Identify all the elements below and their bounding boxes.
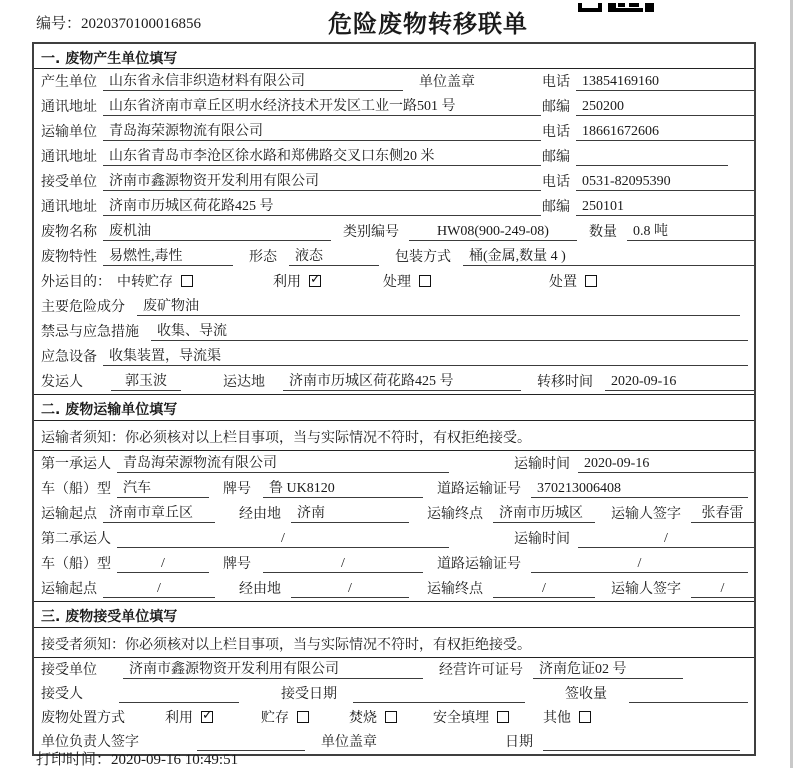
utilize-checkbox [309, 275, 321, 287]
sign1-value: 张春雷 [691, 505, 754, 523]
disposal-option-other [543, 707, 591, 727]
outbound-purpose-row [34, 269, 754, 294]
purpose-utilize-label: 利用 [273, 275, 301, 290]
origin2-label: 运输起点 [41, 582, 97, 597]
shipper-value: 郭玉波 [111, 373, 181, 391]
producer-row [34, 69, 754, 94]
end2-value: / [493, 580, 595, 598]
section3-header: 三. 废物接受单位填写 [34, 601, 754, 628]
taboo-measures-row [34, 319, 754, 344]
shipper-label: 发运人 [41, 375, 83, 390]
received-qty-value [629, 702, 748, 703]
receiver-address-value: 济南市历城区荷花路425 号 [103, 198, 541, 216]
purpose-option-dispose [549, 271, 597, 291]
purpose-dispose-label: 处置 [549, 275, 577, 290]
equipment-value: 收集装置，导流渠 [103, 348, 748, 366]
category-label: 类别编号 [343, 225, 399, 240]
page-edge-divider [790, 0, 793, 768]
receive-date-value [353, 702, 525, 703]
print-time-value: 2020-09-16 10:49:51 [111, 752, 239, 768]
address-label: 通讯地址 [41, 100, 97, 115]
disposal-method-row [34, 706, 754, 730]
vehicle2-value: / [117, 555, 209, 573]
accepting-unit-row [34, 658, 754, 682]
disposal-option-landfill [433, 707, 509, 727]
via2-value: / [291, 580, 409, 598]
route1-row [34, 501, 754, 526]
address-label: 通讯地址 [41, 200, 97, 215]
waste-characteristics-row [34, 244, 754, 269]
hazard-label: 主要危险成分 [41, 300, 125, 315]
seal-label: 单位盖章 [419, 75, 475, 90]
producer-zip-value: 250200 [576, 98, 754, 116]
producer-label: 产生单位 [41, 75, 97, 90]
producer-zip-label: 邮编 [542, 100, 570, 115]
producer-phone-label: 电话 [542, 75, 570, 90]
plate1-label: 牌号 [223, 482, 251, 497]
hazard-components-row [34, 294, 754, 319]
transporter-notice: 运输者须知：你必须核对以上栏目事项，当与实际情况不符时，有权拒绝接受。 [34, 421, 754, 451]
section2-header: 二. 废物运输单位填写 [34, 394, 754, 421]
receiver-value: 济南市鑫源物资开发利用有限公司 [103, 173, 541, 191]
road-permit2-value: / [531, 555, 748, 573]
road-permit2-label: 道路运输证号 [437, 557, 521, 572]
transporter-phone-label: 电话 [542, 125, 570, 140]
second-carrier-row [34, 526, 754, 551]
disposal-label: 废物处置方式 [41, 711, 125, 726]
transporter-address-value: 山东省青岛市李沧区徐水路和郑佛路交叉口东侧20 米 [103, 148, 541, 166]
purpose-transfer-storage-label: 中转贮存 [117, 275, 173, 290]
sign2-label: 运输人签字 [611, 582, 681, 597]
equipment-label: 应急设备 [41, 350, 97, 365]
disposal-other-checkbox [579, 711, 591, 723]
transfer-time-label: 转移时间 [537, 375, 593, 390]
receiver-label: 接受单位 [41, 175, 97, 190]
waste-name-label: 废物名称 [41, 225, 97, 240]
waste-name-row [34, 219, 754, 244]
disposal-incinerate-label: 焚烧 [349, 711, 377, 726]
transport-time1-value: 2020-09-16 [578, 455, 754, 473]
disposal-option-utilize [165, 707, 213, 727]
plate1-value: 鲁 UK8120 [263, 480, 423, 498]
taboo-label: 禁忌与应急措施 [41, 325, 139, 340]
receiver-zip-label: 邮编 [542, 200, 570, 215]
transport-time1-label: 运输时间 [514, 457, 570, 472]
category-code-value: HW08(900-249-08) [409, 223, 577, 241]
disposal-landfill-label: 安全填埋 [433, 711, 489, 726]
receiver-notice: 接受者须知：你必须核对以上栏目事项，当与实际情况不符时，有权拒绝接受。 [34, 628, 754, 658]
receive-date-label: 接受日期 [281, 687, 337, 702]
taboo-value: 收集、导流 [151, 323, 748, 341]
treat-checkbox [419, 275, 431, 287]
characteristics-value: 易燃性,毒性 [103, 248, 233, 266]
receiver-phone-value: 0531-82095390 [576, 173, 754, 191]
transfer-storage-checkbox [181, 275, 193, 287]
end1-label: 运输终点 [427, 507, 483, 522]
purpose-option-utilize [273, 271, 321, 291]
via1-value: 济南 [291, 505, 409, 523]
vehicle1-label: 车（船）型 [41, 482, 111, 497]
sign1-label: 运输人签字 [611, 507, 681, 522]
section1-header: 一. 废物产生单位填写 [34, 44, 754, 69]
print-time-line [36, 748, 238, 768]
producer-phone-value: 13854169160 [576, 73, 754, 91]
form-value: 液态 [289, 248, 379, 266]
disposal-store-checkbox [297, 711, 309, 723]
characteristics-label: 废物特性 [41, 250, 97, 265]
plate2-value: / [263, 555, 423, 573]
transporter-address-row [34, 144, 754, 169]
disposal-other-label: 其他 [543, 711, 571, 726]
purpose-option-treat [383, 271, 431, 291]
transporter-row [34, 119, 754, 144]
vehicle1-value: 汽车 [117, 480, 209, 498]
quantity-label: 数量 [589, 225, 617, 240]
producer-address-row [34, 94, 754, 119]
carrier1-value: 青岛海荣源物流有限公司 [117, 455, 449, 473]
recipient-row [34, 682, 754, 706]
plate2-label: 牌号 [223, 557, 251, 572]
receiver-row [34, 169, 754, 194]
print-time-label: 打印时间： [36, 752, 112, 768]
origin1-label: 运输起点 [41, 507, 97, 522]
road-permit1-label: 道路运输证号 [437, 482, 521, 497]
end1-value: 济南市历城区 [493, 505, 595, 523]
disposal-option-store [261, 707, 309, 727]
address-label: 通讯地址 [41, 150, 97, 165]
packaging-label: 包装方式 [395, 250, 451, 265]
responsible-sign-label: 单位负责人签字 [41, 735, 139, 750]
recipient-value [119, 702, 239, 703]
hazard-value: 废矿物油 [137, 298, 740, 316]
disposal-store-label: 贮存 [261, 711, 289, 726]
road-permit1-value: 370213006408 [531, 480, 748, 498]
end2-label: 运输终点 [427, 582, 483, 597]
producer-value: 山东省永信非织造材料有限公司 [103, 73, 403, 91]
accepting-unit-value: 济南市鑫源物资开发利用有限公司 [123, 661, 423, 679]
waste-name-value: 废机油 [103, 223, 331, 241]
unit-seal-label: 单位盖章 [321, 735, 377, 750]
sign2-value: / [691, 580, 754, 598]
license-value: 济南危证02 号 [533, 661, 683, 679]
transporter-label: 运输单位 [41, 125, 97, 140]
transport-time2-value: / [578, 530, 754, 548]
destination-value: 济南市历城区荷花路425 号 [283, 373, 521, 391]
date-value [543, 750, 740, 751]
disposal-utilize-checkbox [201, 711, 213, 723]
quantity-value: 0.8 吨 [627, 223, 754, 241]
carrier1-label: 第一承运人 [41, 457, 111, 472]
transporter-zip-label: 邮编 [542, 150, 570, 165]
accepting-unit-label: 接受单位 [41, 663, 97, 678]
page-title: 危险废物转移联单 [328, 10, 528, 38]
license-label: 经营许可证号 [439, 663, 523, 678]
transporter-value: 青岛海荣源物流有限公司 [103, 123, 541, 141]
via2-label: 经由地 [239, 582, 281, 597]
emergency-equipment-row [34, 344, 754, 369]
origin2-value: / [103, 580, 215, 598]
transfer-form [32, 42, 756, 756]
shipper-row [34, 369, 754, 394]
date-label: 日期 [505, 735, 533, 750]
disposal-utilize-label: 利用 [165, 711, 193, 726]
transfer-time-value: 2020-09-16 [605, 373, 754, 391]
purpose-label: 外运目的： [41, 275, 111, 290]
producer-address-value: 山东省济南市章丘区明水经济技术开发区工业一路501 号 [103, 98, 541, 116]
form-label: 形态 [249, 250, 277, 265]
origin1-value: 济南市章丘区 [103, 505, 215, 523]
route2-row [34, 576, 754, 601]
vehicle1-row [34, 476, 754, 501]
dispose-checkbox [585, 275, 597, 287]
carrier2-label: 第二承运人 [41, 532, 111, 547]
first-carrier-row [34, 451, 754, 476]
disposal-incinerate-checkbox [385, 711, 397, 723]
receiver-address-row [34, 194, 754, 219]
recipient-label: 接受人 [41, 687, 83, 702]
transporter-phone-value: 18661672606 [576, 123, 754, 141]
vehicle2-label: 车（船）型 [41, 557, 111, 572]
via1-label: 经由地 [239, 507, 281, 522]
transport-time2-label: 运输时间 [514, 532, 570, 547]
transporter-zip-value [576, 165, 728, 166]
destination-label: 运达地 [223, 375, 265, 390]
carrier2-value: / [117, 530, 449, 548]
receiver-zip-value: 250101 [576, 198, 754, 216]
disposal-landfill-checkbox [497, 711, 509, 723]
disposal-option-incinerate [349, 707, 397, 727]
vehicle2-row [34, 551, 754, 576]
packaging-value: 桶(金属,数量 4 ) [463, 248, 754, 266]
purpose-treat-label: 处理 [383, 275, 411, 290]
received-qty-label: 签收量 [565, 687, 607, 702]
receiver-phone-label: 电话 [542, 175, 570, 190]
purpose-option-transfer-storage [117, 271, 193, 291]
serial-value: 2020370100016856 [81, 16, 202, 32]
serial-label: 编号： [36, 16, 82, 32]
